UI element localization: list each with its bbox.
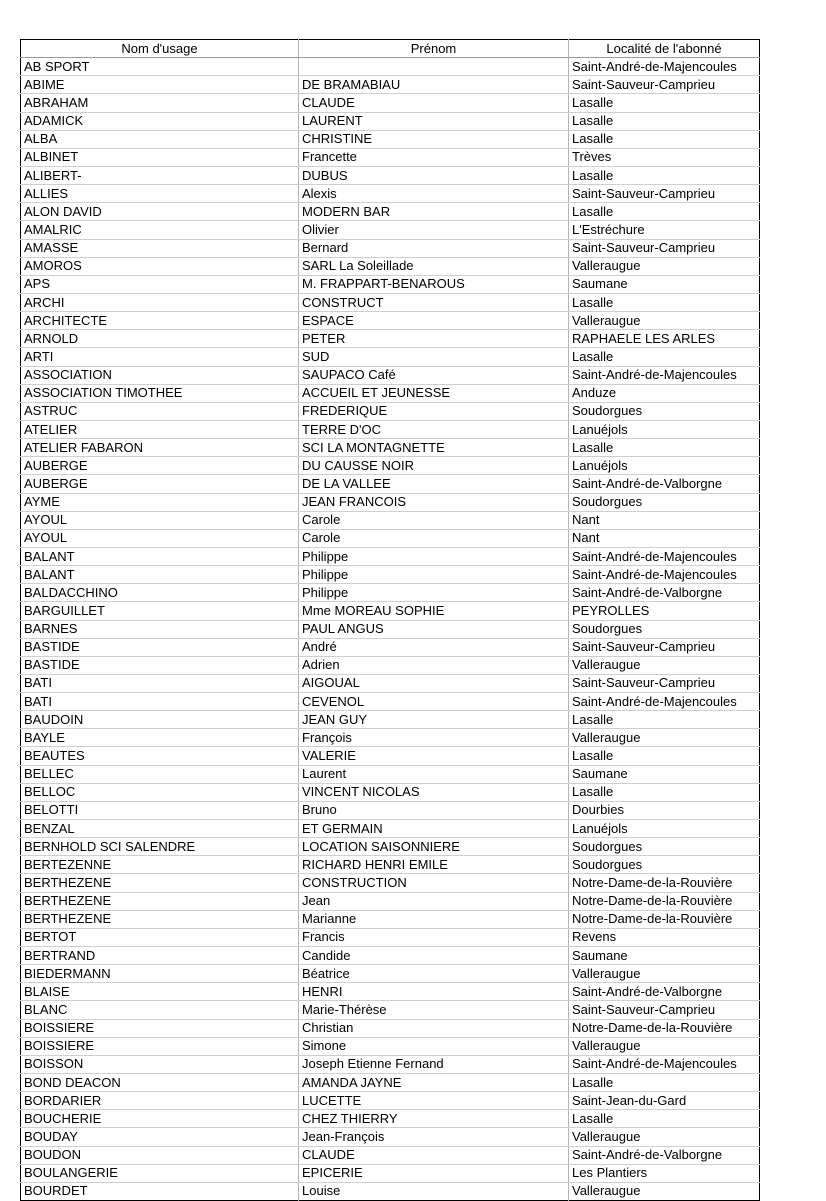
table-row (21, 1146, 760, 1164)
cell-localite: Saint-Sauveur-Camprieu (569, 185, 760, 203)
cell-nom: BALDACCHINO (21, 584, 299, 602)
table-row (21, 910, 760, 928)
cell-nom: ALLIES (21, 185, 299, 203)
table-row (21, 166, 760, 184)
cell-nom: ALON DAVID (21, 203, 299, 221)
table-row (21, 112, 760, 130)
cell-localite: Valleraugue (569, 965, 760, 983)
cell-nom: AUBERGE (21, 457, 299, 475)
table-row (21, 402, 760, 420)
cell-prenom: EPICERIE (299, 1164, 569, 1182)
table-row (21, 221, 760, 239)
cell-prenom: Jean-François (299, 1128, 569, 1146)
table-row (21, 547, 760, 565)
cell-nom: AMASSE (21, 239, 299, 257)
table-row (21, 729, 760, 747)
cell-localite: Saint-André-de-Majencoules (569, 547, 760, 565)
table-row (21, 366, 760, 384)
cell-prenom: SUD (299, 348, 569, 366)
cell-nom: BERTOT (21, 928, 299, 946)
cell-nom: AYOUL (21, 529, 299, 547)
cell-prenom: CONSTRUCTION (299, 874, 569, 892)
cell-prenom: Louise (299, 1182, 569, 1200)
cell-nom: BOUCHERIE (21, 1110, 299, 1128)
table-row (21, 420, 760, 438)
cell-nom: BIEDERMANN (21, 965, 299, 983)
table-row (21, 148, 760, 166)
table-row (21, 656, 760, 674)
cell-localite: Valleraugue (569, 656, 760, 674)
table-row (21, 856, 760, 874)
table-row (21, 493, 760, 511)
column-header-nom: Nom d'usage (21, 40, 299, 58)
table-row (21, 239, 760, 257)
cell-nom: BOND DEACON (21, 1074, 299, 1092)
cell-prenom: LOCATION SAISONNIERE (299, 838, 569, 856)
cell-nom: ALIBERT- (21, 166, 299, 184)
cell-localite: Lasalle (569, 711, 760, 729)
table-row (21, 457, 760, 475)
cell-localite: Valleraugue (569, 1128, 760, 1146)
cell-prenom: JEAN GUY (299, 711, 569, 729)
cell-nom: BLAISE (21, 983, 299, 1001)
cell-localite: Valleraugue (569, 312, 760, 330)
cell-nom: BORDARIER (21, 1092, 299, 1110)
cell-localite: Valleraugue (572, 1183, 641, 1199)
cell-prenom: Bruno (299, 801, 569, 819)
cell-prenom: Simone (299, 1037, 569, 1055)
table-row (21, 1037, 760, 1055)
cell-nom: AYOUL (21, 511, 299, 529)
cell-prenom: TERRE D'OC (299, 420, 569, 438)
table-row (21, 203, 760, 221)
cell-prenom: ACCUEIL ET JEUNESSE (299, 384, 569, 402)
cell-localite: Notre-Dame-de-la-Rouvière (569, 910, 760, 928)
cell-localite: Lanuéjols (569, 420, 760, 438)
cell-localite: Saumane (569, 947, 760, 965)
table-row (21, 185, 760, 203)
cell-prenom: Christian (299, 1019, 569, 1037)
table-row (21, 801, 760, 819)
cell-prenom: Candide (299, 947, 569, 965)
cell-prenom: DUBUS (299, 166, 569, 184)
cell-prenom: Adrien (299, 656, 569, 674)
cell-nom: ASSOCIATION (21, 366, 299, 384)
cell-nom: BELLOC (21, 783, 299, 801)
cell-prenom: JEAN FRANCOIS (299, 493, 569, 511)
cell-prenom: VINCENT NICOLAS (299, 783, 569, 801)
cell-prenom: Jean (299, 892, 569, 910)
cell-nom: ASSOCIATION TIMOTHEE (21, 384, 299, 402)
cell-localite: Valleraugue (569, 257, 760, 275)
cell-nom: ARNOLD (21, 330, 299, 348)
cell-nom: BOUDON (21, 1146, 299, 1164)
table-row (21, 275, 760, 293)
table-row (21, 693, 760, 711)
cell-localite: Lasalle (569, 747, 760, 765)
cell-prenom: SARL La Soleillade (299, 257, 569, 275)
cell-prenom: SAUPACO Café (299, 366, 569, 384)
cell-nom: BELLEC (21, 765, 299, 783)
cell-localite: Lasalle (569, 130, 760, 148)
cell-prenom: PETER (299, 330, 569, 348)
cell-prenom: Olivier (299, 221, 569, 239)
table-row (21, 511, 760, 529)
cell-prenom: RICHARD HENRI EMILE (299, 856, 569, 874)
table-row (21, 711, 760, 729)
table-row (21, 384, 760, 402)
cell-prenom: SCI LA MONTAGNETTE (299, 439, 569, 457)
table-row (21, 1110, 760, 1128)
cell-localite: Saint-André-de-Majencoules (569, 58, 760, 76)
cell-localite: Valleraugue (569, 1037, 760, 1055)
cell-localite: RAPHAELE LES ARLES (569, 330, 760, 348)
table-row (21, 293, 760, 311)
cell-localite: Saumane (569, 275, 760, 293)
cell-localite: Lasalle (569, 348, 760, 366)
cell-localite: Saint-André-de-Valborgne (569, 983, 760, 1001)
cell-localite: Dourbies (569, 801, 760, 819)
cell-localite: Saint-André-de-Majencoules (569, 366, 760, 384)
cell-nom: BATI (21, 674, 299, 692)
cell-prenom: Carole (299, 529, 569, 547)
cell-prenom: CHRISTINE (299, 130, 569, 148)
table-body (21, 58, 760, 1201)
cell-prenom: CEVENOL (299, 693, 569, 711)
cell-localite: Anduze (569, 384, 760, 402)
table-row (21, 874, 760, 892)
cell-localite: Soudorgues (569, 856, 760, 874)
cell-prenom: Bernard (299, 239, 569, 257)
cell-nom: AMOROS (21, 257, 299, 275)
table-row (21, 983, 760, 1001)
cell-nom: BOISSON (21, 1055, 299, 1073)
table-row (21, 820, 760, 838)
table-row (21, 58, 760, 76)
cell-nom: BARGUILLET (21, 602, 299, 620)
cell-localite: Saint-André-de-Valborgne (569, 584, 760, 602)
table-row (21, 928, 760, 946)
table-row (21, 892, 760, 910)
cell-nom: BERTEZENNE (21, 856, 299, 874)
cell-nom: BASTIDE (21, 638, 299, 656)
cell-nom: BOURDET (21, 1182, 299, 1200)
cell-nom: BEAUTES (21, 747, 299, 765)
cell-nom: ASTRUC (21, 402, 299, 420)
cell-localite: Lanuéjols (569, 820, 760, 838)
cell-localite: Lasalle (569, 166, 760, 184)
table-row (21, 439, 760, 457)
table-row (21, 965, 760, 983)
cell-localite: Valleraugue (569, 729, 760, 747)
cell-prenom: Philippe (299, 584, 569, 602)
cell-prenom: Marianne (299, 910, 569, 928)
cell-localite: Lasalle (569, 783, 760, 801)
cell-prenom: Laurent (299, 765, 569, 783)
cell-prenom: François (299, 729, 569, 747)
cell-localite: Saumane (569, 765, 760, 783)
cell-nom: BALANT (21, 566, 299, 584)
cell-localite: Saint-André-de-Valborgne (569, 475, 760, 493)
cell-nom: ARCHI (21, 293, 299, 311)
cell-localite: Lasalle (569, 1110, 760, 1128)
table-row (21, 620, 760, 638)
table-row (21, 765, 760, 783)
table-row (21, 257, 760, 275)
cell-prenom: CLAUDE (299, 94, 569, 112)
header-row (21, 40, 760, 58)
table-row (21, 76, 760, 94)
cell-nom: ATELIER (21, 420, 299, 438)
cell-nom: BERTHEZENE (21, 874, 299, 892)
cell-nom: BLANC (21, 1001, 299, 1019)
cell-prenom: ET GERMAIN (299, 820, 569, 838)
cell-nom: ARCHITECTE (21, 312, 299, 330)
table-row (21, 783, 760, 801)
cell-prenom: DE BRAMABIAU (299, 76, 569, 94)
cell-prenom: Francis (299, 928, 569, 946)
table-row (21, 602, 760, 620)
cell-prenom: Philippe (299, 566, 569, 584)
cell-nom: AMALRIC (21, 221, 299, 239)
cell-nom: BENZAL (21, 820, 299, 838)
cell-localite: Saint-André-de-Majencoules (569, 1055, 760, 1073)
cell-prenom: André (299, 638, 569, 656)
cell-localite: Lasalle (569, 1074, 760, 1092)
cell-prenom: CLAUDE (299, 1146, 569, 1164)
cell-prenom (299, 58, 569, 76)
cell-prenom: CHEZ THIERRY (299, 1110, 569, 1128)
cell-prenom: CONSTRUCT (299, 293, 569, 311)
cell-prenom: Béatrice (299, 965, 569, 983)
cell-prenom: AIGOUAL (299, 674, 569, 692)
cell-localite: Saint-Sauveur-Camprieu (569, 674, 760, 692)
cell-prenom: Philippe (299, 547, 569, 565)
cell-localite: Lanuéjols (569, 457, 760, 475)
cell-localite: Saint-André-de-Majencoules (569, 693, 760, 711)
cell-localite: Soudorgues (569, 402, 760, 420)
cell-nom: BERTHEZENE (21, 892, 299, 910)
cell-nom: ABIME (21, 76, 299, 94)
table-row (21, 838, 760, 856)
cell-nom: BOISSIERE (21, 1037, 299, 1055)
table-row (21, 674, 760, 692)
cell-localite: Lasalle (569, 293, 760, 311)
table-row (21, 1182, 760, 1200)
cell-nom: BOUDAY (21, 1128, 299, 1146)
cell-localite: Lasalle (569, 112, 760, 130)
cell-nom: BARNES (21, 620, 299, 638)
cell-nom: BERNHOLD SCI SALENDRE (21, 838, 299, 856)
table-row (21, 947, 760, 965)
cell-nom: AB SPORT (21, 58, 299, 76)
subscriber-table (20, 39, 760, 1201)
cell-prenom: Alexis (299, 185, 569, 203)
cell-prenom: VALERIE (299, 747, 569, 765)
cell-nom: BATI (21, 693, 299, 711)
table-row (21, 566, 760, 584)
cell-nom: ADAMICK (21, 112, 299, 130)
table-row (21, 1055, 760, 1073)
cell-prenom: PAUL ANGUS (299, 620, 569, 638)
table-row (21, 348, 760, 366)
cell-prenom: HENRI (299, 983, 569, 1001)
cell-localite: Trèves (569, 148, 760, 166)
cell-localite: Lasalle (569, 439, 760, 457)
cell-prenom: M. FRAPPART-BENAROUS (299, 275, 569, 293)
table-row (21, 1092, 760, 1110)
subscriber-sheet (20, 39, 759, 1199)
cell-localite: Saint-André-de-Valborgne (569, 1146, 760, 1164)
cell-nom: ABRAHAM (21, 94, 299, 112)
cell-localite: Notre-Dame-de-la-Rouvière (569, 874, 760, 892)
cell-prenom: AMANDA JAYNE (299, 1074, 569, 1092)
column-header-localite: Localité de l'abonné (569, 40, 760, 58)
table-row (21, 529, 760, 547)
cell-localite: Soudorgues (569, 493, 760, 511)
cell-prenom: MODERN BAR (299, 203, 569, 221)
cell-nom: BAUDOIN (21, 711, 299, 729)
cell-prenom: FREDERIQUE (299, 402, 569, 420)
cell-nom: APS (21, 275, 299, 293)
cell-prenom: Joseph Etienne Fernand (299, 1055, 569, 1073)
cell-prenom: DU CAUSSE NOIR (299, 457, 569, 475)
table-row (21, 94, 760, 112)
cell-nom: BOISSIERE (21, 1019, 299, 1037)
cell-localite: Notre-Dame-de-la-Rouvière (569, 1019, 760, 1037)
table-row (21, 1019, 760, 1037)
table-row (21, 1164, 760, 1182)
cell-prenom: LAURENT (299, 112, 569, 130)
cell-localite: Saint-Sauveur-Camprieu (569, 1001, 760, 1019)
cell-localite: Soudorgues (569, 620, 760, 638)
cell-prenom: ESPACE (299, 312, 569, 330)
cell-localite: Saint-Sauveur-Camprieu (569, 239, 760, 257)
cell-prenom: DE LA VALLEE (299, 475, 569, 493)
cell-localite: Saint-Jean-du-Gard (569, 1092, 760, 1110)
table-row (21, 130, 760, 148)
cell-localite: Revens (569, 928, 760, 946)
cell-localite: Nant (569, 511, 760, 529)
cell-localite: Saint-Sauveur-Camprieu (569, 76, 760, 94)
cell-localite: Notre-Dame-de-la-Rouvière (569, 892, 760, 910)
table-row (21, 747, 760, 765)
cell-localite: Lasalle (569, 94, 760, 112)
table-row (21, 312, 760, 330)
cell-nom: AUBERGE (21, 475, 299, 493)
cell-nom: ALBA (21, 130, 299, 148)
cell-prenom: Carole (299, 511, 569, 529)
cell-nom: BASTIDE (21, 656, 299, 674)
table-row (21, 638, 760, 656)
table-header (21, 40, 760, 58)
cell-nom: BALANT (21, 547, 299, 565)
cell-prenom: Marie-Thérèse (299, 1001, 569, 1019)
column-header-prenom: Prénom (299, 40, 569, 58)
cell-localite: L'Estréchure (569, 221, 760, 239)
cell-nom: ALBINET (21, 148, 299, 166)
table-row (21, 330, 760, 348)
cell-localite: Lasalle (569, 203, 760, 221)
table-row (21, 584, 760, 602)
cell-prenom: Francette (299, 148, 569, 166)
cell-localite: Les Plantiers (569, 1164, 760, 1182)
cell-nom: BAYLE (21, 729, 299, 747)
cell-nom: BOULANGERIE (21, 1164, 299, 1182)
cell-nom: ARTI (21, 348, 299, 366)
cell-nom: ATELIER FABARON (21, 439, 299, 457)
cell-nom: BELOTTI (21, 801, 299, 819)
cell-localite: Saint-Sauveur-Camprieu (569, 638, 760, 656)
table-row (21, 1001, 760, 1019)
cell-localite: Saint-André-de-Majencoules (569, 566, 760, 584)
cell-nom: BERTHEZENE (21, 910, 299, 928)
cell-prenom: Mme MOREAU SOPHIE (299, 602, 569, 620)
cell-nom: AYME (21, 493, 299, 511)
cell-nom: BERTRAND (21, 947, 299, 965)
cell-localite: Nant (569, 529, 760, 547)
table-row (21, 1128, 760, 1146)
cell-prenom: LUCETTE (299, 1092, 569, 1110)
table-row (21, 1074, 760, 1092)
cell-localite: PEYROLLES (569, 602, 760, 620)
cell-localite: Soudorgues (569, 838, 760, 856)
table-row (21, 475, 760, 493)
